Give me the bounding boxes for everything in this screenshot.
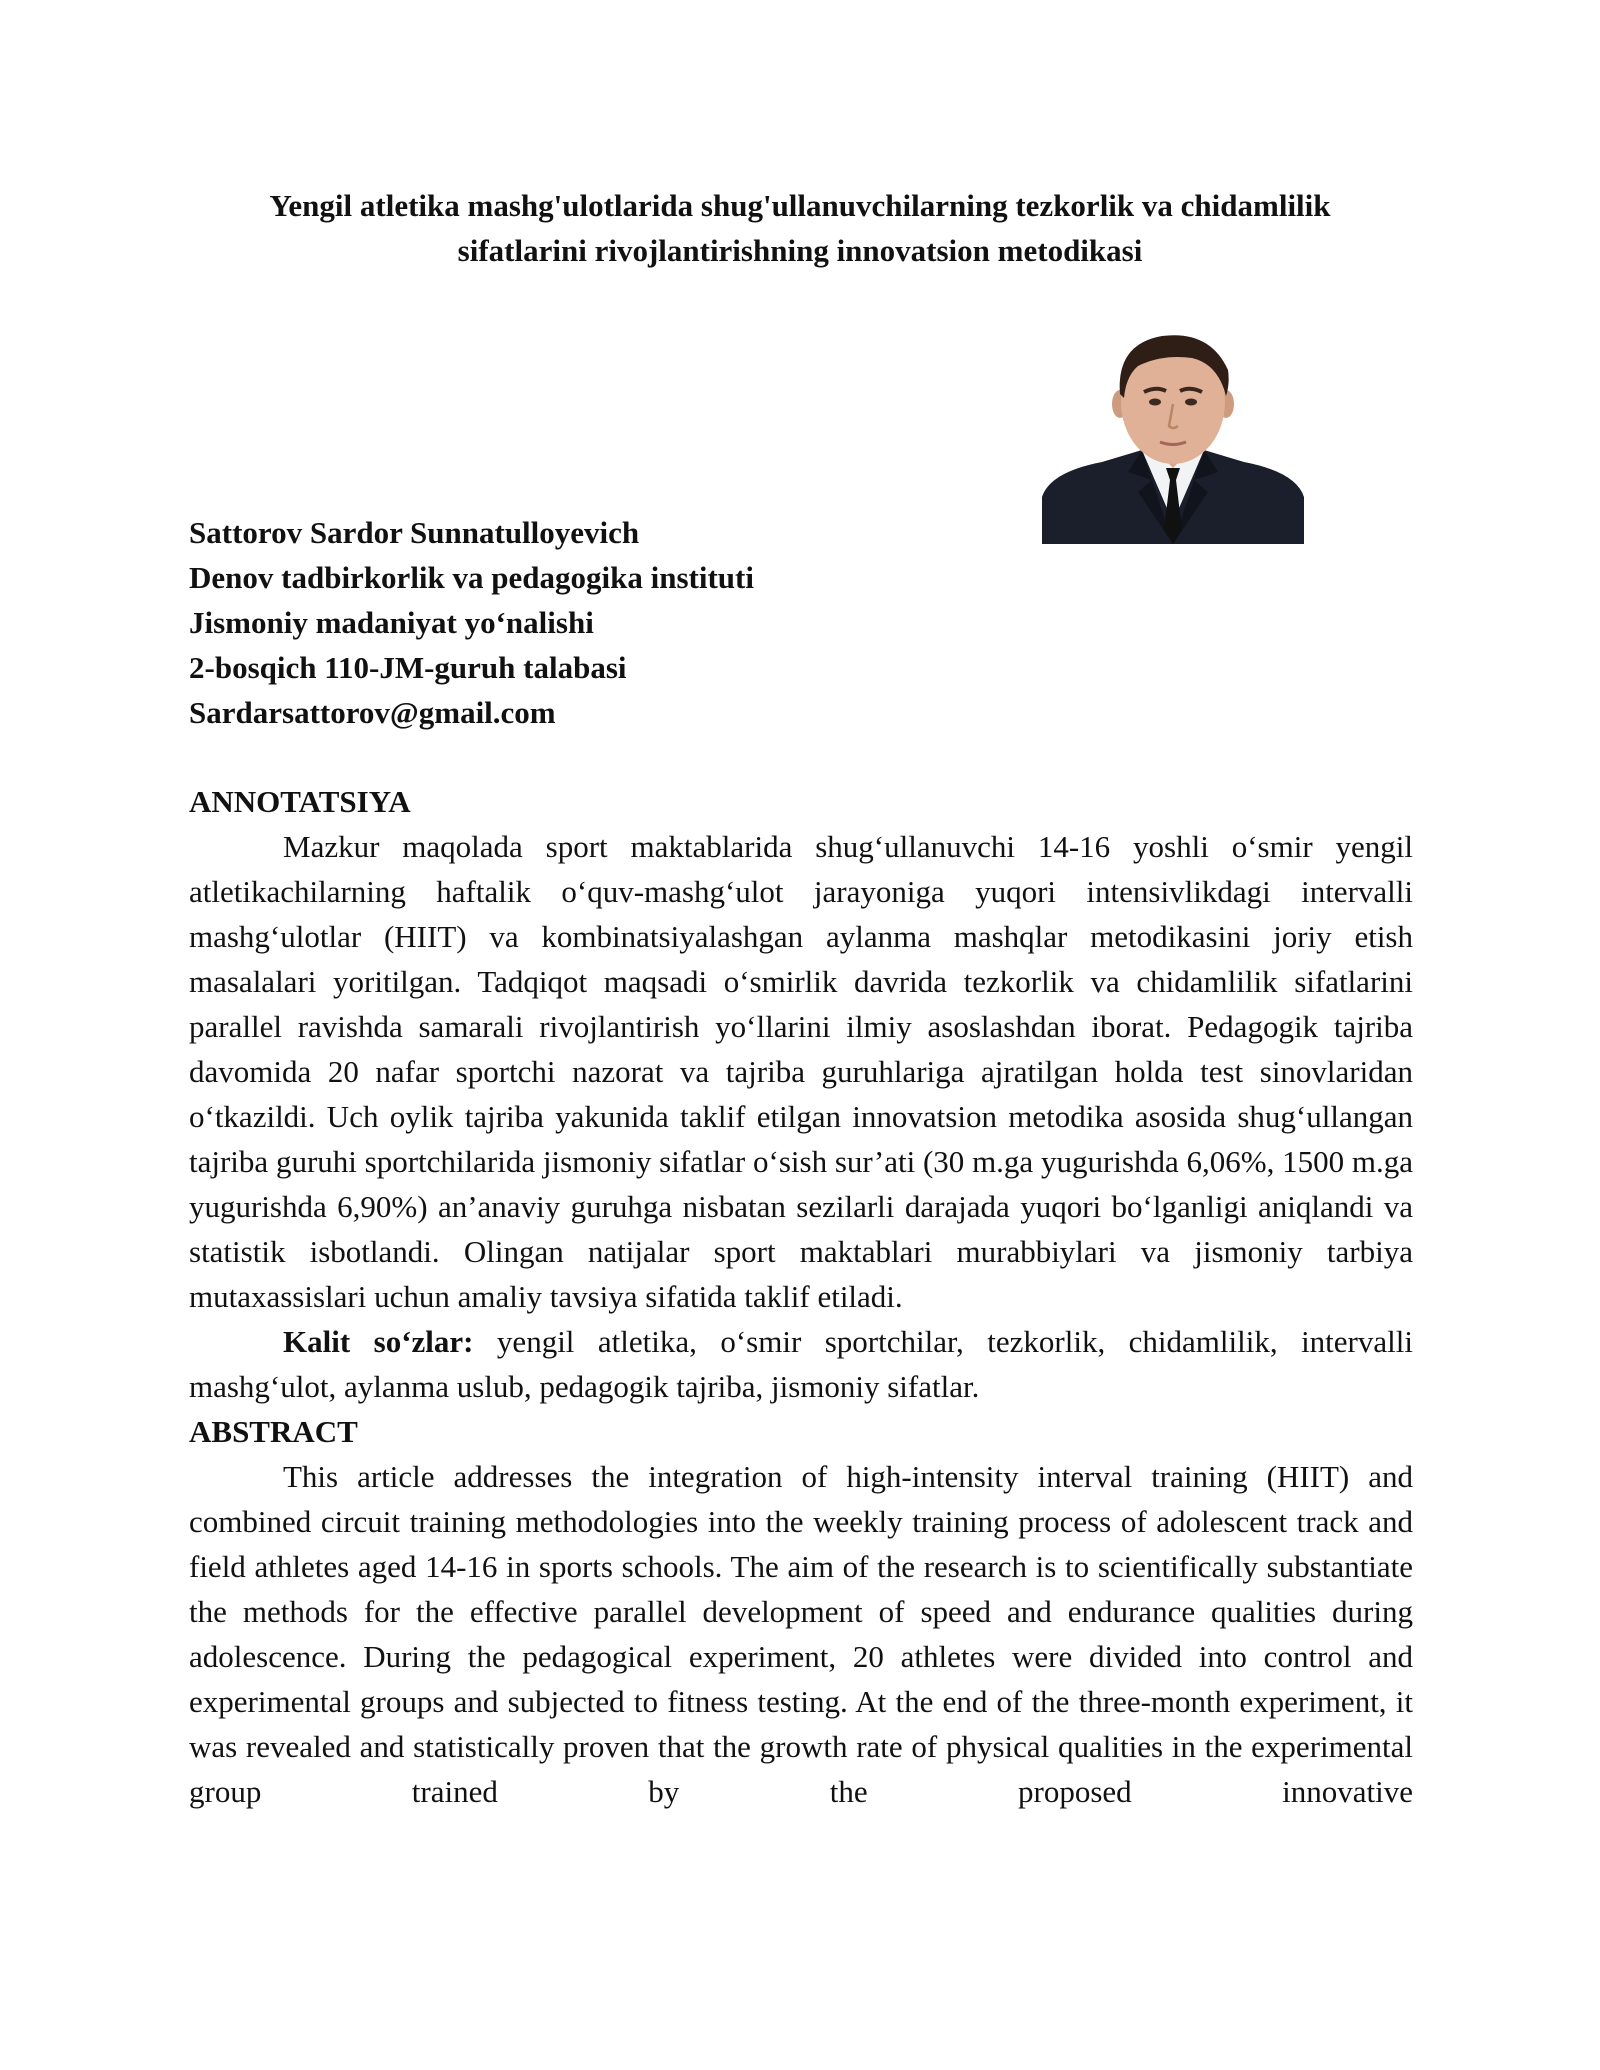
keywords-label: Kalit so‘zlar: (283, 1324, 474, 1359)
author-course: 2-bosqich 110-JM-guruh talabasi (189, 650, 627, 685)
author-institution: Denov tadbirkorlik va pedagogika instituti (189, 560, 754, 595)
keywords-paragraph (189, 1319, 1413, 1409)
abstract-paragraph: This article addresses the integration of high-intensity interval training (HIIT) and combined circuit training methodologies into the weekly training process of adolescent track and field athletes aged 14-16 in sports schools. The aim of the research is to scientifically substantiate the methods for the effective parallel development of speed and endurance qualities during adolescence. During the pedagogical experiment, 20 athletes were divided into control and experimental groups and subjected to fitness testing. At the end of the three-month experiment, it was revealed and statistically proven that the growth rate of physical qualities in the experimental group trained by the proposed innovative (189, 1459, 1413, 1809)
author-name: Sattorov Sardor Sunnatulloyevich (189, 515, 640, 550)
abstract-heading: ABSTRACT (189, 1414, 358, 1449)
title-line-1: Yengil atletika mashg'ulotlarida shug'ullanuvchilarning tezkorlik va chidamlilik (269, 188, 1331, 223)
paper-body (189, 779, 1413, 1814)
annotation-heading: ANNOTATSIYA (189, 784, 411, 819)
author-block (189, 510, 1089, 735)
annotation-paragraph: Mazkur maqolada sport maktablarida shug‘ullanuvchi 14-16 yoshli o‘smir yengil atletikachilarning haftalik o‘quv-mashg‘ulot jarayoniga yuqori intensivlikdagi intervalli mashg‘ulotlar (HIIT) va kombinatsiyalashgan aylanma mashqlar metodikasini joriy etish masalalari yoritilgan. Tadqiqot maqsadi o‘smirlik davrida tezkorlik va chidamlilik sifatlarini parallel ravishda samarali rivojlantirish yo‘llarini ilmiy asoslashdan iborat. Pedagogik tajriba davomida 20 nafar sportchi nazorat va tajriba guruhlariga ajratilgan holda test sinovlaridan o‘tkazildi. Uch oylik tajriba yakunida taklif etilgan innovatsion metodika asosida shug‘ullangan tajriba guruhi sportchilarida jismoniy sifatlar o‘sish sur’ati (30 m.ga yugurishda 6,06%, 1500 m.ga yugurishda 6,90%) an’anaviy guruhga nisbatan sezilarli darajada yuqori bo‘lganligi aniqlandi va statistik isbotlandi. Olingan natijalar sport maktablari murabbiylari va jismoniy tarbiya mutaxassislari uchun amaliy tavsiya sifatida taklif etiladi. (189, 829, 1413, 1314)
title-line-2: sifatlarini rivojlantirishning innovatsion metodikasi (457, 233, 1143, 268)
author-department: Jismoniy madaniyat yo‘nalishi (189, 605, 594, 640)
keywords-text: yengil atletika, o‘smir sportchilar, tezkorlik, chidamlilik, intervalli mashg‘ulot, aylanma uslub, pedagogik tajriba, jismoniy sifatlar. (189, 1324, 1413, 1404)
author-email: Sardarsattorov@gmail.com (189, 695, 556, 730)
paper-title (150, 183, 1450, 273)
